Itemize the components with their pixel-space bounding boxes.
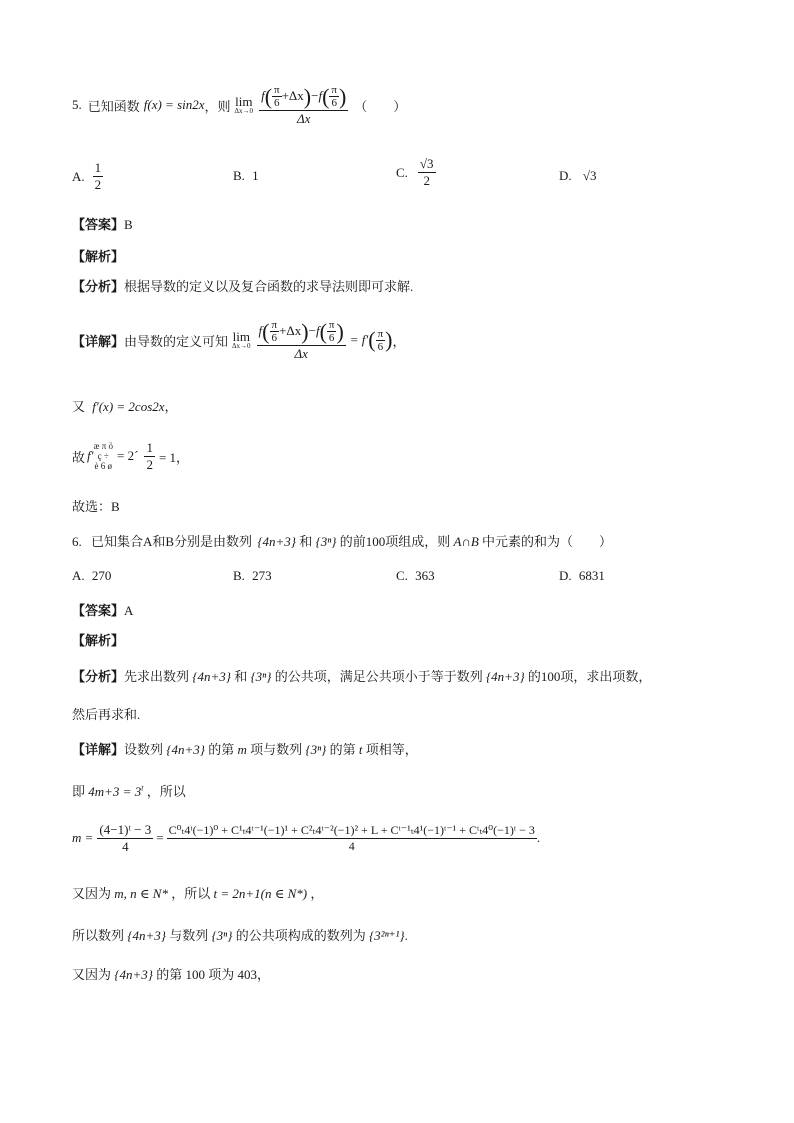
q6-stem-c: 中元素的和为（ ） bbox=[482, 534, 613, 549]
q6-ji-a: 即 bbox=[72, 784, 86, 799]
q5-option-d-value: √3 bbox=[582, 168, 597, 183]
q5-stem-text: 已知函数 bbox=[87, 98, 140, 114]
q6-big-frac2-den: 4 bbox=[348, 838, 355, 853]
q6-last-seq: {4n+3} bbox=[114, 967, 153, 982]
q5-xiangjie-numerator: f( $\frac{\pi}{6}$ +Δx)−f( $\frac{\pi}{6}$ ) bbox=[258, 318, 344, 344]
q6-fenxi-a: 先求出数列 bbox=[124, 669, 190, 684]
q5-option-a-num: 1 bbox=[94, 160, 102, 175]
q5-limit bbox=[235, 95, 254, 115]
q6-stem-text: 已知集合A和B分别是由数列 bbox=[91, 534, 253, 549]
q5-xj-pi-c: π bbox=[377, 327, 384, 340]
q5-option-d[interactable] bbox=[559, 168, 597, 184]
q5-pi-over-6-b bbox=[329, 84, 339, 109]
q5-xiangjie-fraction bbox=[257, 319, 346, 362]
q6-fenxi-tag: 【分析】 bbox=[72, 669, 125, 684]
q6-option-d-label: D. bbox=[559, 568, 572, 583]
q6-line-gong bbox=[72, 925, 408, 944]
q6-stem bbox=[72, 531, 612, 550]
q6-option-c[interactable] bbox=[396, 568, 435, 584]
q5-fenxi-tag: 【分析】 bbox=[72, 279, 125, 294]
q5-plus-dx: +Δx bbox=[281, 87, 304, 103]
q5-xj-six-b: 6 bbox=[328, 332, 335, 344]
q6-big-frac1-num: (4−1)ᵗ − 3 bbox=[99, 821, 152, 837]
q5-line-result bbox=[72, 436, 189, 476]
q6-xiangjie bbox=[72, 739, 418, 758]
q6-option-a[interactable] bbox=[72, 568, 111, 584]
q6-line-ji bbox=[72, 781, 186, 800]
q6-last-b: 的第 100 项为 403， bbox=[156, 967, 270, 982]
q5-f: f bbox=[261, 87, 265, 103]
q5-line3-garbled bbox=[93, 441, 113, 471]
q5-option-c-fraction bbox=[418, 156, 436, 189]
q5-limit-numerator: f( $\frac{\pi}{6}$ +Δx)−f( $\frac{\pi}{6}$ ) bbox=[261, 83, 347, 109]
q5-option-a-label: A. bbox=[72, 168, 85, 184]
q5-stem-ze: ，则 bbox=[204, 98, 231, 114]
q5-xiangjie-eq: = f′ bbox=[349, 332, 369, 347]
q6-xj-e: 项相等， bbox=[365, 742, 418, 757]
q5-xiangjie-denominator: Δx bbox=[294, 345, 308, 361]
q5-minus: − bbox=[311, 87, 319, 103]
q5-f-b: f bbox=[318, 87, 323, 103]
q5-xiangjie: 【详解】 由导数的定义可知 lim Δx→0 f( $\frac{\pi}{6}$ +Δx)−f( $\frac{\pi}{6}$ ) Δx = f′ ( $\frac{\pi}{6}$ ) ， bbox=[72, 318, 406, 361]
q5-answer bbox=[72, 214, 133, 233]
q6-xiangjie-tag: 【详解】 bbox=[72, 742, 125, 757]
q5-garbled-top: æ π ö bbox=[93, 441, 114, 451]
q6-option-a-label: A. bbox=[72, 568, 85, 583]
q6-fenxi-cont bbox=[72, 704, 140, 723]
q6-option-b[interactable] bbox=[233, 568, 272, 584]
q6-xj-t: t bbox=[358, 742, 363, 757]
q6-xj-a: 设数列 bbox=[124, 742, 164, 757]
q5-option-c-den: 2 bbox=[423, 173, 430, 188]
q5-xj-pi-over-6-c bbox=[376, 328, 386, 353]
q6-seq1: {4n+3} bbox=[257, 534, 296, 549]
q6-line-yinwei bbox=[72, 883, 323, 902]
q6-line-last bbox=[72, 964, 270, 983]
q5-xiangjie-comma: ， bbox=[392, 333, 406, 349]
q6-ji-b: ，所以 bbox=[146, 784, 186, 799]
q5-number: 5. bbox=[72, 97, 82, 112]
q6-analysis-tag: 【解析】 bbox=[72, 633, 125, 648]
q5-paren: （ ） bbox=[354, 98, 407, 114]
q5-line3-result: = 1， bbox=[158, 449, 190, 465]
q5-option-b-value: 1 bbox=[252, 168, 259, 183]
q5-analysis-heading bbox=[72, 246, 124, 265]
q5-six-a: 6 bbox=[274, 97, 280, 109]
q6-and: 和 bbox=[299, 534, 313, 549]
q5-six-b: 6 bbox=[331, 97, 337, 109]
q6-seq2: {3ⁿ} bbox=[315, 534, 337, 549]
q5-xiangjie-tag: 【详解】 bbox=[72, 333, 125, 349]
q5-line2-end: ， bbox=[164, 399, 178, 414]
q6-fenxi-d: 然后再求和. bbox=[72, 707, 141, 722]
q5-option-c[interactable] bbox=[396, 156, 436, 189]
q5-fenxi-text: 根据导数的定义以及复合函数的求导法则即可求解. bbox=[124, 279, 414, 294]
q5-xj-plus-dx: +Δx bbox=[279, 322, 302, 338]
q5-xj-six-a: 6 bbox=[271, 332, 278, 344]
q6-gong-d: . bbox=[404, 928, 408, 943]
q6-yinwei-mn: m, n ∈ N* bbox=[114, 886, 168, 901]
q6-option-c-label: C. bbox=[396, 568, 408, 583]
q5-xj-minus: − bbox=[308, 322, 316, 338]
q5-lim-sub: Δx→0 bbox=[234, 107, 254, 115]
q5-select bbox=[72, 496, 120, 515]
q6-option-d[interactable] bbox=[559, 568, 605, 584]
q6-big-end: . bbox=[536, 830, 541, 845]
q6-last-a: 又因为 bbox=[72, 967, 112, 982]
q5-xiangjie-lim-word: lim bbox=[232, 329, 250, 344]
q6-ji-eq: 4m+3 = 3 bbox=[88, 784, 142, 799]
q6-fenxi-c: 的100项，求出项数， bbox=[527, 669, 652, 684]
q5-pi-over-6-a bbox=[272, 84, 282, 109]
q5-half-den: 2 bbox=[146, 456, 153, 472]
q6-xj-seq1: {4n+3} bbox=[166, 742, 205, 757]
q6-option-d-value: 6831 bbox=[578, 568, 605, 583]
q5-option-b[interactable] bbox=[233, 168, 259, 184]
q6-big-frac2-num: C⁰ₜ4ᵗ(−1)⁰ + C¹ₜ4ᵗ⁻¹(−1)¹ + C²ₜ4ᵗ⁻²(−1)² + L + Cᵗ⁻¹ₜ4¹(−1)ᵗ⁻¹ + Cᵗₜ4⁰(−1)ᵗ − 3 bbox=[168, 822, 535, 837]
q5-analysis-tag: 【解析】 bbox=[72, 249, 125, 264]
q5-xj-f: f bbox=[258, 322, 263, 338]
q5-option-b-label: B. bbox=[233, 168, 245, 183]
q5-line2-you: 又 bbox=[72, 399, 86, 414]
q6-big-formula bbox=[72, 813, 540, 863]
q6-fenxi-and: 和 bbox=[234, 669, 248, 684]
q6-xj-seq2: {3ⁿ} bbox=[305, 742, 327, 757]
q6-xj-b: 的第 bbox=[208, 742, 235, 757]
q5-xj-pi-over-6-a bbox=[270, 319, 280, 344]
q5-limit-denominator: Δx bbox=[296, 110, 311, 126]
q6-gong-seq3: {3²ⁿ⁺¹} bbox=[368, 928, 405, 943]
q5-xiangjie-lim-sub: Δx→0 bbox=[232, 342, 251, 350]
q5-option-d-label: D. bbox=[559, 168, 572, 183]
q5-xj-pi-b: π bbox=[328, 319, 335, 331]
q6-xj-m: m bbox=[237, 742, 247, 757]
q5-option-a-den: 2 bbox=[94, 177, 102, 192]
q5-xj-f-b: f bbox=[315, 322, 320, 338]
q5-function: f(x) = sin2x bbox=[143, 97, 205, 112]
q6-yinwei-b: ，所以 bbox=[171, 886, 211, 901]
q6-number: 6. bbox=[72, 534, 82, 549]
q5-lim-word: lim bbox=[235, 94, 253, 109]
q6-fenxi-seq3: {4n+3} bbox=[485, 669, 525, 684]
q5-line3-gu: 故 bbox=[72, 449, 86, 465]
q5-stem bbox=[72, 85, 406, 125]
q6-intersection: A∩B bbox=[453, 534, 479, 549]
q5-xj-pi-a: π bbox=[271, 319, 278, 331]
q6-answer-tag: 【答案】 bbox=[72, 603, 125, 618]
q6-gong-b: 与数列 bbox=[169, 928, 209, 943]
q5-garbled-bot: è 6 ø bbox=[94, 461, 112, 471]
q5-xiangjie-text: 由导数的定义可知 bbox=[124, 333, 229, 349]
q5-line3-times: = 2´ bbox=[117, 448, 139, 463]
q6-xj-d: 的第 bbox=[329, 742, 356, 757]
q6-yinwei-t: t = 2n+1(n ∈ N*) bbox=[213, 886, 308, 901]
q6-big-frac1 bbox=[97, 822, 153, 855]
q6-answer-value: A bbox=[124, 603, 134, 618]
q6-option-a-value: 270 bbox=[91, 568, 112, 583]
q6-fenxi bbox=[72, 666, 651, 685]
q6-option-b-label: B. bbox=[233, 568, 245, 583]
q5-line-derivative bbox=[72, 396, 178, 415]
q5-option-c-label: C. bbox=[396, 164, 408, 180]
q5-half-num: 1 bbox=[146, 439, 153, 455]
q6-gong-c: 的公共项构成的数列为 bbox=[235, 928, 366, 943]
q6-ji-sup: t bbox=[141, 783, 144, 793]
q6-option-c-value: 363 bbox=[415, 568, 435, 583]
q5-line2-eq: f′(x) = 2cos2x bbox=[92, 399, 165, 414]
q5-garbled-mid: ç ÷ bbox=[97, 451, 109, 461]
q5-line3-f: f′ bbox=[87, 448, 94, 463]
q5-xiangjie-limit bbox=[232, 330, 251, 350]
q5-line3-half bbox=[144, 440, 155, 473]
q5-answer-value: B bbox=[124, 217, 133, 232]
q5-answer-tag: 【答案】 bbox=[72, 217, 125, 232]
q6-fenxi-seq1: {4n+3} bbox=[192, 669, 231, 684]
q5-xj-six-c: 6 bbox=[377, 340, 384, 353]
q6-yinwei-c: ， bbox=[310, 886, 324, 901]
q5-pi-b: π bbox=[331, 84, 337, 96]
q6-big-eq: = bbox=[156, 830, 164, 845]
q5-select-text: 故选：B bbox=[72, 499, 120, 514]
q6-xj-c: 项与数列 bbox=[250, 742, 303, 757]
q6-fenxi-seq2: {3ⁿ} bbox=[250, 669, 272, 684]
q6-big-frac2 bbox=[167, 823, 537, 854]
q6-answer bbox=[72, 600, 133, 619]
q6-gong-seq2: {3ⁿ} bbox=[211, 928, 233, 943]
q6-yinwei-a: 又因为 bbox=[72, 886, 112, 901]
q6-analysis-heading bbox=[72, 630, 124, 649]
q5-limit-fraction bbox=[259, 84, 348, 127]
q6-big-m: m = bbox=[72, 830, 94, 845]
q6-gong-seq1: {4n+3} bbox=[127, 928, 166, 943]
q6-option-b-value: 273 bbox=[252, 568, 272, 583]
q6-big-frac1-den: 4 bbox=[122, 838, 129, 854]
q5-option-a[interactable] bbox=[72, 160, 103, 193]
q5-fenxi bbox=[72, 276, 413, 295]
q6-fenxi-b: 的公共项，满足公共项小于等于数列 bbox=[274, 669, 483, 684]
q6-gong-a: 所以数列 bbox=[72, 928, 125, 943]
q5-pi-a: π bbox=[274, 84, 280, 96]
q5-option-c-num: √3 bbox=[419, 156, 434, 171]
q5-option-a-fraction bbox=[93, 160, 104, 193]
q6-stem-b: 的前100项组成，则 bbox=[339, 534, 451, 549]
